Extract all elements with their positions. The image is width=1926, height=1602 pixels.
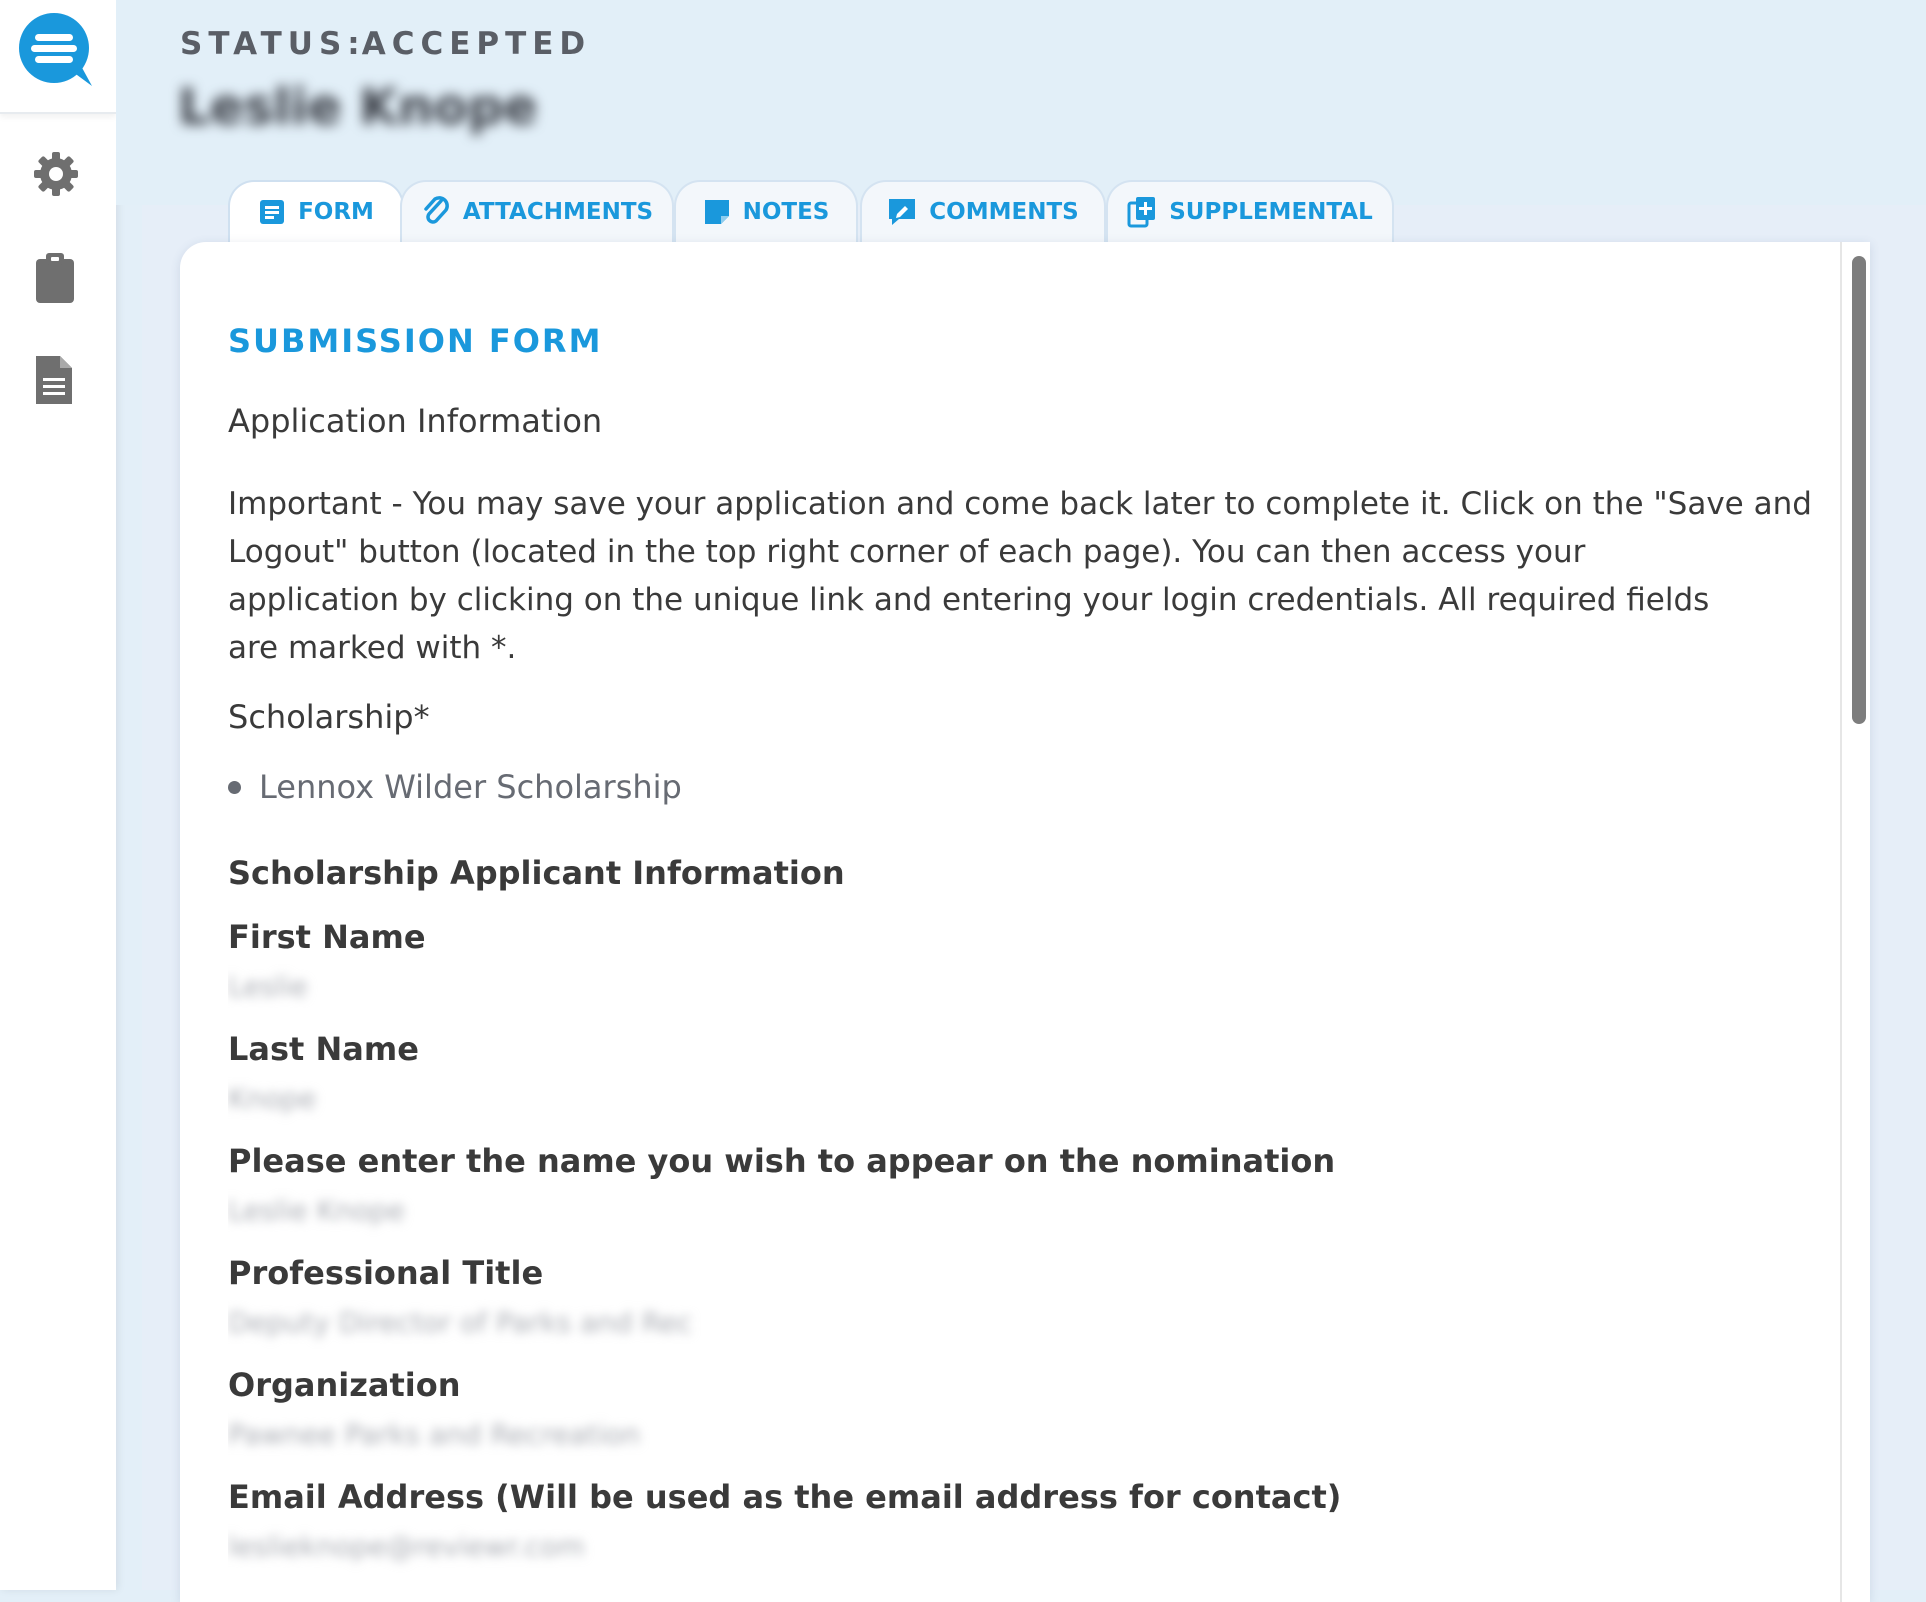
last-name-label: Last Name — [228, 1030, 419, 1068]
file-plus-icon — [1127, 196, 1157, 228]
organization-label: Organization — [228, 1366, 461, 1404]
tab-form-label: FORM — [298, 199, 374, 225]
tab-attachments-label: ATTACHMENTS — [462, 199, 654, 225]
applicant-section-heading: Scholarship Applicant Information — [228, 854, 845, 892]
tab-comments-label: COMMENTS — [929, 199, 1079, 225]
app-logo-icon — [18, 12, 94, 88]
scrollbar-track[interactable] — [1840, 242, 1870, 1602]
tab-supplemental-label: SUPPLEMENTAL — [1169, 199, 1373, 225]
scholarship-value: Lennox Wilder Scholarship — [259, 768, 682, 806]
professional-title-label: Professional Title — [228, 1254, 544, 1292]
form-icon — [258, 198, 286, 226]
gear-icon[interactable] — [32, 150, 80, 202]
last-name-value: Knope — [228, 1082, 317, 1115]
applicant-name: Leslie Knope — [178, 78, 538, 136]
tab-notes-label: NOTES — [742, 199, 830, 225]
tab-comments[interactable] — [860, 180, 1106, 242]
document-icon[interactable] — [32, 354, 76, 410]
nomination-name-label: Please enter the name you wish to appear on the nomination — [228, 1142, 1336, 1180]
first-name-label: First Name — [228, 918, 426, 956]
nomination-name-value: Leslie Knope — [228, 1194, 405, 1227]
important-notice: Important - You may save your application and come back later to complete it. Click on the "Save and Logout" button (located in the top right corner of each page). You can then access your application by clicking on the unique link and entering your login credentials. All required fields are marked with *. — [228, 486, 1812, 666]
comment-edit-icon — [887, 197, 917, 227]
status-value: ACCEPTED — [361, 26, 592, 62]
tab-supplemental[interactable] — [1106, 180, 1394, 242]
organization-value: Pawnee Parks and Recreation — [228, 1418, 641, 1451]
email-label: Email Address (Will be used as the email address for contact) — [228, 1478, 1342, 1516]
scholarship-option — [228, 768, 682, 806]
tab-form[interactable] — [228, 180, 404, 242]
tab-attachments[interactable] — [400, 180, 674, 242]
form-card — [180, 242, 1870, 1602]
scrollbar-thumb[interactable] — [1852, 256, 1866, 724]
tab-notes[interactable] — [674, 180, 858, 242]
clipboard-icon[interactable] — [32, 252, 78, 308]
note-icon — [703, 198, 731, 226]
form-title: SUBMISSION FORM — [228, 322, 603, 360]
status-label: STATUS:ACCEPTED — [180, 26, 592, 62]
first-name-value: Leslie — [228, 970, 308, 1003]
status-prefix: STATUS — [180, 26, 348, 62]
form-content — [228, 242, 1828, 1602]
scholarship-label: Scholarship* — [228, 698, 430, 736]
paperclip-icon — [421, 195, 451, 229]
bullet-icon — [228, 781, 241, 794]
section-heading: Application Information — [228, 402, 603, 440]
logo-area[interactable] — [0, 0, 116, 114]
sidebar — [0, 0, 116, 1590]
email-value: leslieknope@reviewr.com — [228, 1530, 585, 1563]
professional-title-value: Deputy Director of Parks and Rec — [228, 1306, 693, 1339]
